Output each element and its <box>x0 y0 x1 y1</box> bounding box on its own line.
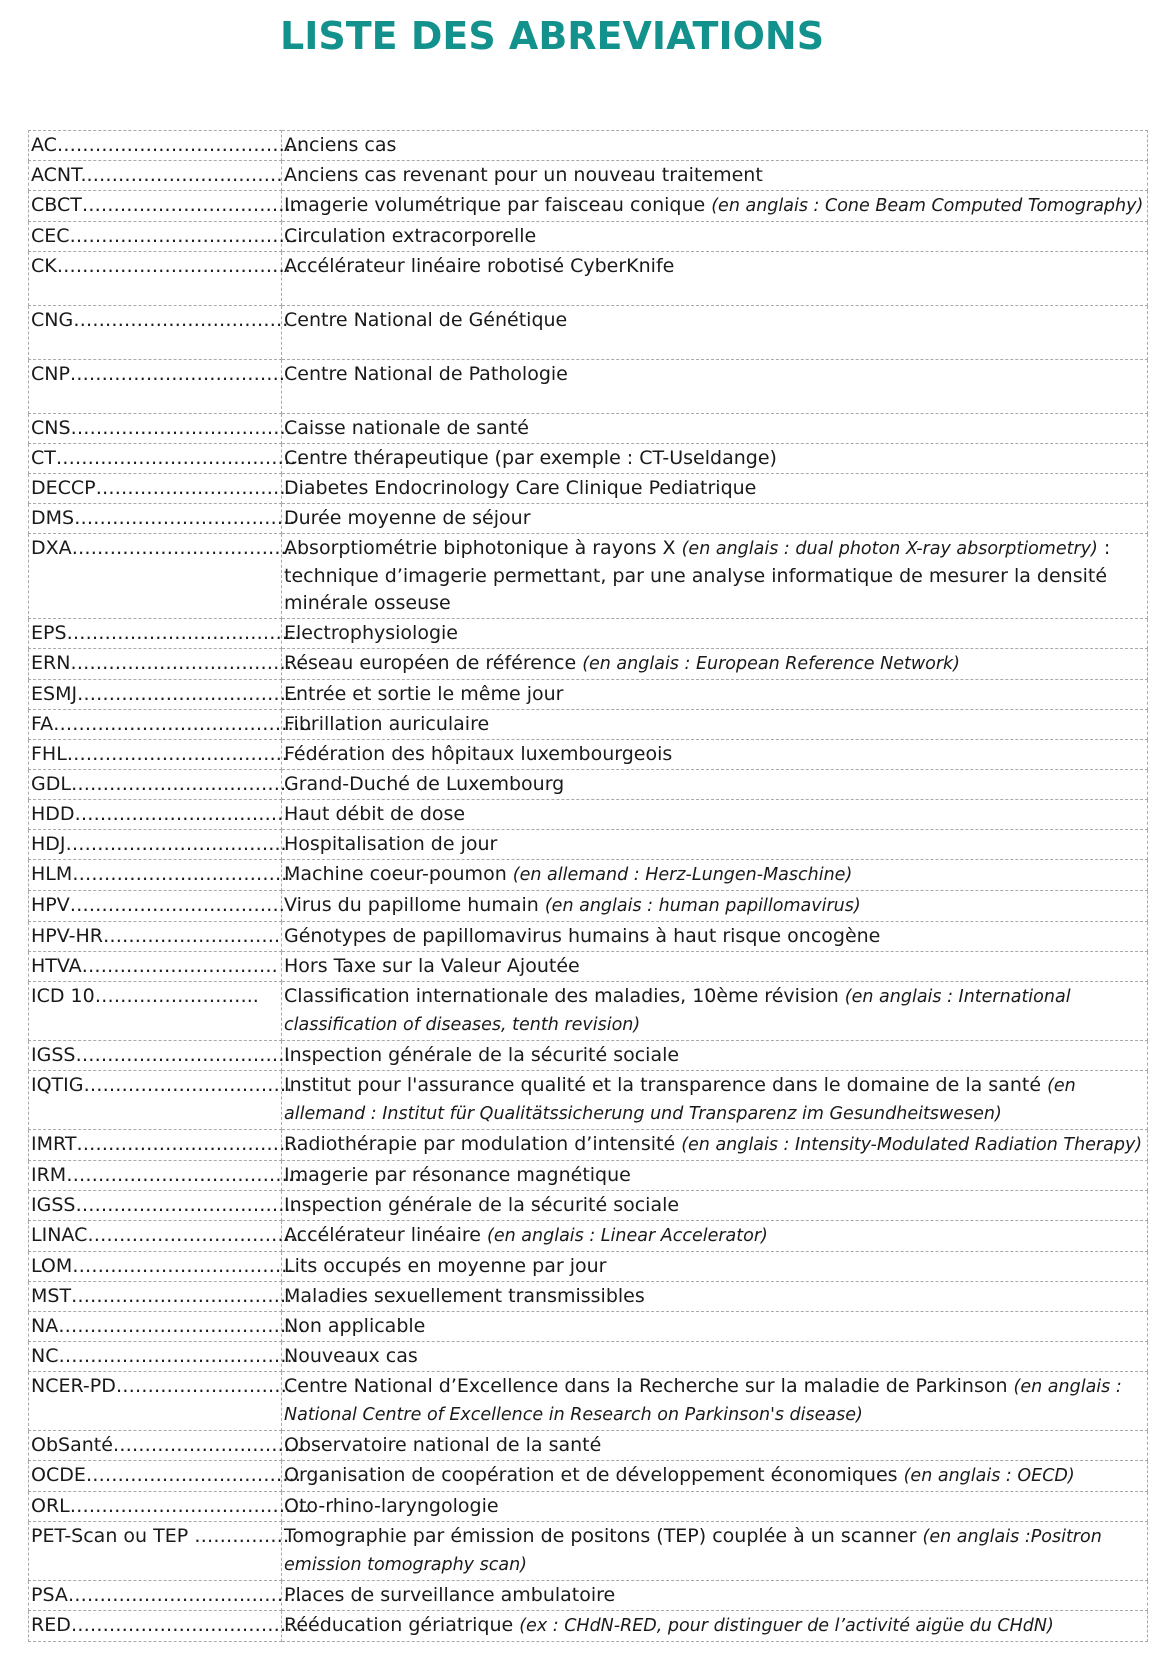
abbreviation-cell <box>29 1282 293 1312</box>
abbreviation-cell <box>29 710 313 740</box>
definition-text: Imagerie par résonance magnétique <box>284 1164 631 1186</box>
definition-cell <box>282 860 1148 891</box>
table-row <box>29 222 1148 252</box>
abbreviation-cell <box>29 222 304 252</box>
table-row <box>29 1431 1148 1461</box>
abbreviation-cell <box>29 444 303 474</box>
table-row <box>29 306 1148 360</box>
abbreviation-text: PSA………………………………. <box>31 1584 302 1606</box>
abbreviation-cell <box>29 252 291 306</box>
definition-cell <box>282 252 1148 306</box>
abbreviation-cell <box>29 1252 294 1282</box>
definition-note: (en anglais : human papillomavirus) <box>544 896 861 916</box>
definition-text: Centre National de Génétique <box>284 309 568 331</box>
abbreviation-cell <box>29 1221 303 1252</box>
table-row <box>29 1611 1148 1642</box>
abbreviation-text: NC……………………………….. <box>31 1345 299 1367</box>
definition-cell <box>282 444 1148 474</box>
definition-tail: : technique d’imagerie permettant, par une analyse informatique de mesurer la densité minérale osseuse <box>284 537 1111 614</box>
table-row <box>29 1461 1148 1492</box>
table-row <box>29 1221 1148 1252</box>
table-row <box>29 161 1148 191</box>
abbreviation-text: FA………………………………….. <box>31 713 313 735</box>
definition-text: Virus du papillome humain <box>284 894 545 916</box>
definition-text: Electrophysiologie <box>284 622 458 644</box>
abbreviation-cell <box>29 952 282 982</box>
abbreviation-text: HDD……………………………. <box>31 803 290 825</box>
definition-note: (en anglais : Linear Accelerator) <box>487 1226 768 1246</box>
table-row <box>29 830 1148 860</box>
definition-text: Tomographie par émission de positons (TEP) couplée à un scanner <box>284 1525 923 1547</box>
abbreviation-cell <box>29 1312 306 1342</box>
definition-cell <box>282 800 1148 830</box>
definition-text: Grand-Duché de Luxembourg <box>284 773 565 795</box>
abbreviation-cell <box>29 830 287 860</box>
abbreviation-cell <box>29 191 297 222</box>
abbreviation-text: HLM…………………………….. <box>31 863 294 885</box>
definition-text: Absorptiométrie biphotonique à rayons X <box>284 537 682 559</box>
definition-cell <box>282 680 1148 710</box>
definition-text: Fibrillation auriculaire <box>284 713 490 735</box>
abbreviation-cell <box>29 740 288 770</box>
definition-cell <box>282 1071 1148 1130</box>
abbreviation-cell <box>29 131 304 161</box>
definition-cell <box>282 1282 1148 1312</box>
abbreviation-text: IGSS…………………………….. <box>31 1194 297 1216</box>
definition-note: (en anglais : Intensity-Modulated Radiation Therapy) <box>681 1135 1143 1155</box>
definition-text: Inspection générale de la sécurité sociale <box>284 1044 680 1066</box>
abbreviation-text: DMS…………………………….. <box>31 507 296 529</box>
page-title: LISTE DES ABREVIATIONS <box>280 14 825 58</box>
abbreviation-cell <box>29 891 285 922</box>
abbreviation-cell <box>29 1372 293 1431</box>
definition-text: Rééducation gériatrique <box>284 1614 520 1636</box>
table-row <box>29 1372 1148 1431</box>
table-row <box>29 1342 1148 1372</box>
table-row <box>29 1282 1148 1312</box>
definition-cell <box>282 1492 1148 1522</box>
definition-text: Circulation extracorporelle <box>284 225 537 247</box>
definition-cell <box>282 1611 1148 1642</box>
abbreviation-cell <box>29 619 301 649</box>
definition-text: Accélérateur linéaire robotisé CyberKnife <box>284 255 675 277</box>
abbreviation-cell <box>29 474 292 504</box>
definition-note: (en allemand : Institut für Qualitätssicherung und Transparenz im Gesundheitswesen) <box>284 1076 1076 1124</box>
table-row <box>29 800 1148 830</box>
table-row <box>29 860 1148 891</box>
abbreviation-text: CNG……………………………. <box>31 309 289 331</box>
definition-text: Centre thérapeutique (par exemple : CT-Useldange) <box>284 447 777 469</box>
abbreviation-cell <box>29 1041 291 1071</box>
table-row <box>29 1252 1148 1282</box>
definition-cell <box>282 504 1148 534</box>
abbreviation-text: FHL…………………………….. <box>31 743 288 765</box>
table-row <box>29 131 1148 161</box>
definition-text: Institut pour l'assurance qualité et la transparence dans le domaine de la santé <box>284 1074 1048 1096</box>
definition-cell <box>282 1581 1148 1611</box>
table-row <box>29 504 1148 534</box>
definition-cell <box>282 1252 1148 1282</box>
table-row <box>29 710 1148 740</box>
abbreviation-cell <box>29 1581 302 1611</box>
definition-cell <box>282 649 1148 680</box>
definition-cell <box>282 1461 1148 1492</box>
definition-text: Génotypes de papillomavirus humains à haut risque oncogène <box>284 925 881 947</box>
abbreviation-cell <box>29 1431 303 1461</box>
abbreviation-cell <box>29 800 290 830</box>
definition-cell <box>282 770 1148 800</box>
definition-text: Anciens cas revenant pour un nouveau traitement <box>284 164 763 186</box>
abbreviation-text: HPV-HR………………………. <box>31 925 281 947</box>
definition-text: Observatoire national de la santé <box>284 1434 602 1456</box>
abbreviation-text: NA………………………………… <box>31 1315 306 1337</box>
abbreviation-text: RED………………………………. <box>31 1614 305 1636</box>
abbreviation-cell <box>29 680 299 710</box>
definition-cell <box>282 1342 1148 1372</box>
abbreviation-cell <box>29 1130 298 1161</box>
definition-cell <box>282 1191 1148 1221</box>
abbreviation-cell <box>29 1461 301 1492</box>
abbreviation-text: DECCP…………………………. <box>31 477 292 499</box>
definition-cell <box>282 360 1148 414</box>
table-row <box>29 360 1148 414</box>
table-row <box>29 534 1148 619</box>
definition-cell <box>282 1372 1148 1431</box>
definition-text: Inspection générale de la sécurité sociale <box>284 1194 680 1216</box>
definition-text: Places de surveillance ambulatoire <box>284 1584 616 1606</box>
table-row <box>29 891 1148 922</box>
abbreviation-cell <box>29 1492 310 1522</box>
definition-text: Fédération des hôpitaux luxembourgeois <box>284 743 673 765</box>
abbreviation-text: IMRT…………………………….. <box>31 1133 298 1155</box>
definition-text: Accélérateur linéaire <box>284 1224 488 1246</box>
abbreviation-text: CT………………………………… <box>31 447 303 469</box>
definition-note: (en anglais : Cone Beam Computed Tomography) <box>711 196 1144 216</box>
abbreviation-text: CNP……………………………. <box>31 363 285 385</box>
abbreviation-text: IQTIG…………………………… <box>31 1074 293 1096</box>
abbreviation-cell <box>29 922 282 952</box>
definition-text: Radiothérapie par modulation d’intensité <box>284 1133 682 1155</box>
abbreviation-text: CEC………………………………. <box>31 225 304 247</box>
definition-note: (en anglais : International classification of diseases, tenth revision) <box>284 987 1071 1035</box>
definition-cell <box>282 710 1148 740</box>
table-row <box>29 1191 1148 1221</box>
abbreviation-text: HPV……………………………. <box>31 894 285 916</box>
abbreviation-cell <box>29 1191 297 1221</box>
abbreviation-text: ORL……………………………….. <box>31 1495 310 1517</box>
table-row <box>29 252 1148 306</box>
abbreviation-cell <box>29 360 285 414</box>
table-row <box>29 770 1148 800</box>
abbreviation-cell <box>29 770 293 800</box>
definition-cell <box>282 161 1148 191</box>
definition-cell <box>282 414 1148 444</box>
definition-text: Imagerie volumétrique par faisceau conique <box>284 194 712 216</box>
definition-cell <box>282 891 1148 922</box>
definition-note: (en anglais : dual photon X-ray absorptiometry) <box>681 539 1098 559</box>
definition-text: Anciens cas <box>284 134 397 156</box>
definition-text: Entrée et sortie le même jour <box>284 683 564 705</box>
definition-cell <box>282 1522 1148 1581</box>
table-row <box>29 649 1148 680</box>
table-row <box>29 1312 1148 1342</box>
table-row <box>29 1492 1148 1522</box>
definition-cell <box>282 922 1148 952</box>
abbreviation-text: CK………………………………. <box>31 255 291 277</box>
abbreviation-text: ACNT..…………………………. <box>31 164 289 186</box>
definition-text: Centre National de Pathologie <box>284 363 568 385</box>
abbreviation-text: IGSS……………………………. <box>31 1044 291 1066</box>
abbreviation-text: CNS…………………………….. <box>31 417 292 439</box>
table-row <box>29 1130 1148 1161</box>
table-row <box>29 952 1148 982</box>
abbreviation-text: LOM…………………………….. <box>31 1255 294 1277</box>
abbreviation-cell <box>29 649 305 680</box>
abbreviation-cell <box>29 1071 293 1130</box>
definition-text: Non applicable <box>284 1315 426 1337</box>
definition-cell <box>282 222 1148 252</box>
abbreviation-text: EPS………………………………. <box>31 622 301 644</box>
definition-note: (en anglais : OECD) <box>903 1466 1075 1486</box>
table-row <box>29 1581 1148 1611</box>
definition-cell <box>282 474 1148 504</box>
abbreviation-text: CBCT……………………………. <box>31 194 297 216</box>
abbreviation-text: NCER-PD………………………. <box>31 1375 293 1397</box>
definition-text: Diabetes Endocrinology Care Clinique Pediatrique <box>284 477 757 499</box>
abbreviation-text: GDL…………………………….. <box>31 773 293 795</box>
abbreviation-text: HTVA…………………………. <box>31 955 278 977</box>
definition-cell <box>282 534 1148 619</box>
abbreviation-cell <box>29 1342 299 1372</box>
definition-text: Lits occupés en moyenne par jour <box>284 1255 607 1277</box>
definition-cell <box>282 982 1148 1041</box>
definition-text: Oto-rhino-laryngologie <box>284 1495 499 1517</box>
abbreviation-text: AC………………………………… <box>31 134 304 156</box>
definition-note: (en anglais : National Centre of Excellence in Research on Parkinson's disease) <box>284 1377 1122 1425</box>
definition-text: Durée moyenne de séjour <box>284 507 531 529</box>
abbreviation-cell <box>29 982 282 1041</box>
table-row <box>29 982 1148 1041</box>
abbreviation-cell <box>29 534 293 619</box>
abbreviation-cell <box>29 306 289 360</box>
definition-text: Hospitalisation de jour <box>284 833 498 855</box>
abbreviation-cell <box>29 1611 305 1642</box>
abbreviation-cell <box>29 860 294 891</box>
definition-text: Réseau européen de référence <box>284 652 583 674</box>
abbreviation-cell <box>29 414 292 444</box>
definition-cell <box>282 131 1148 161</box>
abbreviation-text: OCDE……………………………. <box>31 1464 301 1486</box>
definition-text: Classification internationale des maladies, 10ème révision <box>284 985 845 1007</box>
definition-text: Nouveaux cas <box>284 1345 418 1367</box>
table-row <box>29 444 1148 474</box>
definition-cell <box>282 191 1148 222</box>
definition-cell <box>282 1221 1148 1252</box>
definition-text: Organisation de coopération et de développement économiques <box>284 1464 904 1486</box>
abbreviation-text: PET-Scan ou TEP …………… <box>31 1525 290 1547</box>
abbreviation-cell <box>29 1161 307 1191</box>
definition-cell <box>282 1130 1148 1161</box>
table-row <box>29 191 1148 222</box>
definition-cell <box>282 952 1148 982</box>
definition-cell <box>282 1161 1148 1191</box>
abbreviations-table <box>28 130 1148 1642</box>
definition-text: Maladies sexuellement transmissibles <box>284 1285 645 1307</box>
definition-text: Caisse nationale de santé <box>284 417 529 439</box>
definition-note: (ex : CHdN-RED, pour distinguer de l’activité aigüe du CHdN) <box>519 1616 1054 1636</box>
definition-text: Hors Taxe sur la Valeur Ajoutée <box>284 955 580 977</box>
table-row <box>29 1161 1148 1191</box>
abbreviation-text: ESMJ…………………………….. <box>31 683 299 705</box>
definition-note: (en anglais :Positron emission tomography scan) <box>284 1527 1102 1575</box>
table-row <box>29 680 1148 710</box>
table-row <box>29 414 1148 444</box>
table-row <box>29 474 1148 504</box>
definition-cell <box>282 740 1148 770</box>
definition-text: Haut débit de dose <box>284 803 466 825</box>
abbreviation-text: ICD 10…………………….. <box>31 985 259 1007</box>
definition-cell <box>282 1041 1148 1071</box>
abbreviation-cell <box>29 161 289 191</box>
definition-note: (en allemand : Herz-Lungen-Maschine) <box>512 865 853 885</box>
abbreviation-text: ERN………………………………. <box>31 652 305 674</box>
abbreviation-text: DXA…………………………….. <box>31 537 293 559</box>
definition-text: Centre National d’Excellence dans la Recherche sur la maladie de Parkinson <box>284 1375 1014 1397</box>
table-row <box>29 1522 1148 1581</box>
definition-cell <box>282 306 1148 360</box>
table-row <box>29 922 1148 952</box>
definition-cell <box>282 1312 1148 1342</box>
table-row <box>29 1071 1148 1130</box>
abbreviation-text: ObSanté………………………… <box>31 1434 303 1456</box>
table-row <box>29 740 1148 770</box>
abbreviation-text: HDJ…………………………….. <box>31 833 287 855</box>
abbreviation-cell <box>29 504 296 534</box>
table-row <box>29 619 1148 649</box>
abbreviation-text: IRM……………………………….. <box>31 1164 307 1186</box>
definition-note: (en anglais : European Reference Network) <box>582 654 961 674</box>
definition-cell <box>282 830 1148 860</box>
definition-cell <box>282 1431 1148 1461</box>
abbreviation-text: MST…………………………….. <box>31 1285 293 1307</box>
definition-text: Machine coeur-poumon <box>284 863 513 885</box>
abbreviation-cell <box>29 1522 290 1581</box>
definition-cell <box>282 619 1148 649</box>
abbreviation-text: LINAC……………………………. <box>31 1224 303 1246</box>
table-row <box>29 1041 1148 1071</box>
